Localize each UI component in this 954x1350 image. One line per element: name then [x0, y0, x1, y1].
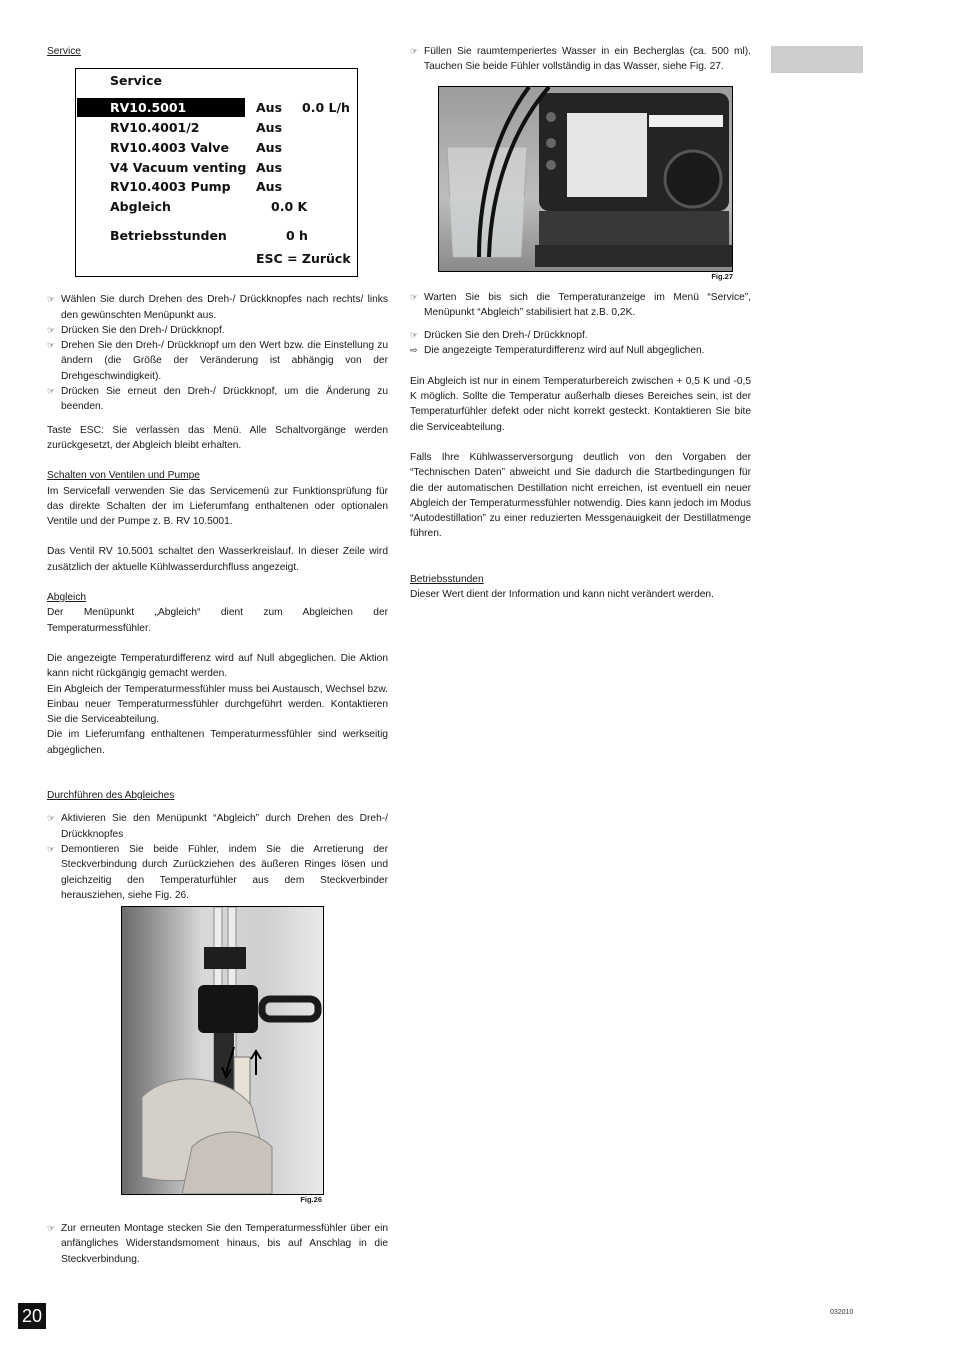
- menu-row-status: Aus: [256, 160, 283, 176]
- procedure-heading: Durchführen des Abgleiches: [47, 790, 175, 802]
- service-heading: Service: [47, 46, 81, 57]
- menu-row: [76, 177, 357, 196]
- menu-row: [76, 158, 357, 177]
- abgleich-paragraph-4: Die im Lieferumfang enthaltenen Temperaturmessfühler sind werkseitig abgeglichen.: [47, 729, 388, 756]
- pointing-hand-icon: ☞: [410, 46, 419, 56]
- abgleich-paragraph-3: Ein Abgleich der Temperaturmessfühler muss bei Austausch, Wechsel bzw. Einbau neuer Temperaturmessfühler durchgeführt werden. Kontaktieren Sie die Serviceabteilung.: [47, 683, 388, 726]
- pointing-hand-icon: ☞: [47, 294, 56, 305]
- page-number: 20: [18, 1303, 46, 1329]
- menu-row-name: RV10.4003 Valve: [110, 140, 229, 156]
- menu-row-status: 0.0 K: [271, 199, 308, 215]
- menu-row-name: V4 Vacuum venting: [110, 160, 247, 176]
- abgleich-heading: Abgleich: [47, 592, 87, 604]
- valves-paragraph: Im Servicefall verwenden Sie das Servicemenü zur Funktionsprüfung für das direkte Schalten der im Lieferumfang enthaltenen oder optionalen Ventile und der Pumpe z. B. RV 10.5001.: [47, 485, 388, 528]
- instruction-step: ☞ Demontieren Sie beide Fühler, indem Sie die Arretierung der Steckverbindung durch Zurückziehen des äußeren Ringes lösen und gleichzeitig den Temperaturfühler aus dem Steckverbinder herausziehen, siehe Fig. 26.: [47, 843, 388, 901]
- abgleich-paragraph-2: Die angezeigte Temperaturdifferenz wird auf Null abgeglichen. Die Aktion kann nicht rückgängig gemacht werden.: [47, 652, 388, 680]
- cooling-paragraph: Falls Ihre Kühlwasserversorgung deutlich von den Vorgaben der “Technischen Daten” abweicht und Sie dadurch die Startbedingungen für die der automatischen Destillation nicht erreichen, ist eventuell ein neuer Abgleich der Temperaturmessfühler notwendig. Dies kann jedoch im Modus “Autodestillation” zu einer reduzierten Messgenauigkeit der Destillatmenge führen.: [410, 451, 751, 540]
- menu-row-name: RV10.5001: [110, 100, 187, 116]
- menu-row: [76, 138, 357, 157]
- figure-27-photo: [438, 86, 733, 272]
- menu-row: [76, 98, 357, 117]
- valves-heading: Schalten von Ventilen und Pumpe: [47, 470, 200, 482]
- instruction-step: ☞ Aktivieren Sie den Menüpunkt “Abgleich” durch Drehen des Dreh-/ Drückknopfes: [47, 813, 388, 840]
- pointing-hand-icon: ☞: [47, 386, 56, 397]
- instruction-step: ☞ Drücken Sie erneut den Dreh-/ Drückknopf, um die Änderung zu beenden.: [47, 386, 388, 413]
- instruction-step: ☞ Füllen Sie raumtemperiertes Wasser in ein Becherglas (ca. 500 ml). Tauchen Sie beide Fühler vollständig in das Wasser, siehe Fig. 27.: [410, 46, 751, 73]
- instruction-step: ☞ Drehen Sie den Dreh-/ Drückknopf um den Wert bzw. die Einstellung zu ändern (die Größe der Veränderung ist abhängig von der Drehgeschwindigkeit).: [47, 340, 388, 382]
- menu-row-status: Aus: [256, 100, 283, 116]
- pointing-hand-icon: ☞: [47, 340, 56, 351]
- menu-row-name: RV10.4003 Pump: [110, 179, 231, 195]
- menu-row: [76, 226, 357, 245]
- pointing-hand-icon: ☞: [47, 1223, 56, 1234]
- menu-esc-label: ESC = Zurück: [256, 251, 351, 267]
- menu-row-value: 0.0 L/h: [302, 100, 350, 116]
- figure-26-caption: Fig.26: [300, 1195, 322, 1205]
- menu-row: [76, 197, 357, 216]
- outline-arrow-icon: ⇨: [410, 345, 418, 356]
- pointing-hand-icon: ☞: [47, 813, 56, 824]
- hours-paragraph: Dieser Wert dient der Information und kann nicht verändert werden.: [410, 589, 714, 601]
- figure-27-caption: Fig.27: [711, 271, 733, 281]
- figure-26-photo: [121, 906, 324, 1195]
- menu-row-name: Betriebsstunden: [110, 228, 227, 244]
- abgleich-paragraph: Der Menüpunkt „Abgleich“ dient zum Abgleichen der Temperaturmessfühler.: [47, 607, 388, 634]
- sensor-connector-illustration: [122, 907, 323, 1194]
- esc-paragraph: Taste ESC: Sie verlassen das Menü. Alle Schaltvorgänge werden zurückgesetzt, der Abgleich bleibt erhalten.: [47, 424, 388, 451]
- device-with-beaker-illustration: [439, 87, 732, 271]
- valve-paragraph: Das Ventil RV 10.5001 schaltet den Wasserkreislauf. In dieser Zeile wird zusätzlich der aktuelle Kühlwasserdurchfluss angezeigt.: [47, 546, 388, 573]
- hours-heading: Betriebsstunden: [410, 573, 484, 585]
- instruction-step: ☞ Zur erneuten Montage stecken Sie den Temperaturmessfühler über ein anfängliches Widerstandsmoment hinaus, bis auf Anschlag in die Steckverbindung.: [47, 1223, 388, 1265]
- section-tab-marker: [771, 46, 863, 73]
- menu-row-name: RV10.4001/2: [110, 120, 200, 136]
- menu-row-status: Aus: [256, 140, 283, 156]
- menu-row-status: 0 h: [286, 228, 308, 244]
- left-column: [47, 44, 388, 1267]
- pointing-hand-icon: ☞: [410, 291, 419, 302]
- pointing-hand-icon: ☞: [47, 324, 56, 335]
- instruction-step: ☞ Warten Sie bis sich die Temperaturanzeige im Menü “Service”, Menüpunkt “Abgleich” stabilisiert hat z.B. 0,2K.: [410, 291, 751, 318]
- instruction-step: ☞ Drücken Sie den Dreh-/ Drückknopf.: [47, 323, 388, 338]
- pointing-hand-icon: ☞: [47, 843, 56, 854]
- menu-row-name: Abgleich: [110, 199, 171, 215]
- document-code: 032010: [830, 1309, 854, 1316]
- menu-esc-row: [76, 249, 357, 268]
- instruction-step: ☞ Drücken Sie den Dreh-/ Drückknopf.: [410, 328, 751, 343]
- service-menu-screen: [75, 68, 358, 277]
- menu-row-status: Aus: [256, 120, 283, 136]
- menu-row-status: Aus: [256, 179, 283, 195]
- pointing-hand-icon: ☞: [410, 330, 419, 341]
- range-paragraph: Ein Abgleich ist nur in einem Temperaturbereich zwischen + 0,5 K und -0,5 K möglich. Sollte die Temperatur außerhalb dieses Bereiches sein, ist der Temperaturfühler defekt oder nicht korrekt gesteckt. Kontaktieren Sie bite die Serviceabteilung.: [410, 375, 751, 433]
- result-step: ⇨ Die angezeigte Temperaturdifferenz wird auf Null abgeglichen.: [410, 343, 751, 358]
- menu-title: Service: [110, 73, 162, 89]
- right-column: [410, 44, 751, 602]
- menu-row: [76, 118, 357, 137]
- instruction-step: ☞ Wählen Sie durch Drehen des Dreh-/ Drückknopfes nach rechts/ links den gewünschten Menüpunkt aus.: [47, 294, 388, 321]
